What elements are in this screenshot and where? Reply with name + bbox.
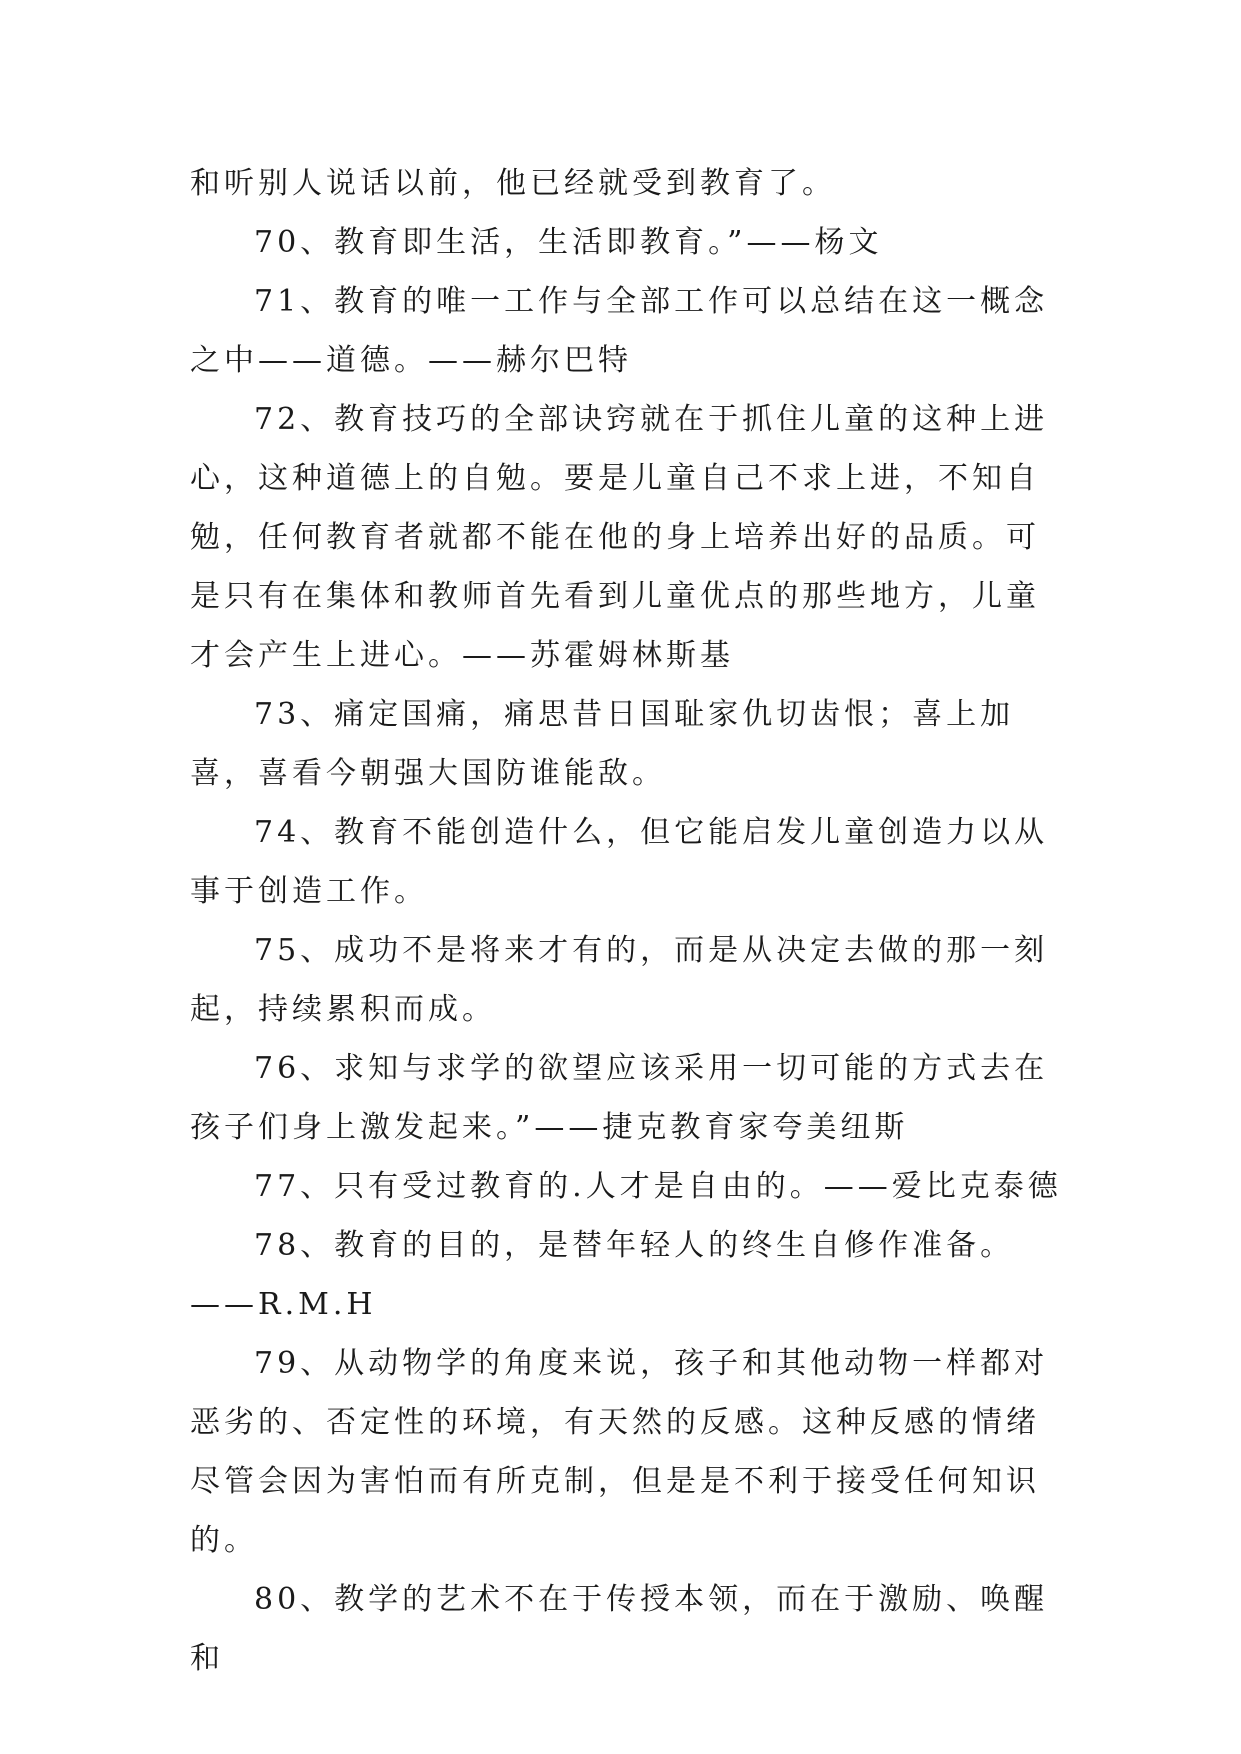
- quote-72: 72、教育技巧的全部诀窍就在于抓住儿童的这种上进心，这种道德上的自勉。要是儿童自己不求上进，不知自勉，任何教育者就都不能在他的身上培养出好的品质。可是只有在集体和教师首先看到儿童优点的那些地方，儿童才会产生上进心。——苏霍姆林斯基: [190, 402, 1049, 673]
- quote-78: 78、教育的目的，是替年轻人的终生自修作准备。——R.M.H: [190, 1228, 1015, 1322]
- quote-75: 75、成功不是将来才有的，而是从决定去做的那一刻起，持续累积而成。: [190, 933, 1049, 1027]
- quote-79: 79、从动物学的角度来说，孩子和其他动物一样都对恶劣的、否定性的环境，有天然的反感。这种反感的情绪尽管会因为害怕而有所克制，但是是不利于接受任何知识的。: [190, 1346, 1049, 1558]
- quote-76: 76、求知与求学的欲望应该采用一切可能的方式去在孩子们身上激发起来。”——捷克教育家夸美纽斯: [190, 1051, 1049, 1145]
- quote-74: 74、教育不能创造什么，但它能启发儿童创造力以从事于创造工作。: [190, 815, 1049, 909]
- quote-71: 71、教育的唯一工作与全部工作可以总结在这一概念之中——道德。——赫尔巴特: [190, 284, 1049, 378]
- quote-77: 77、只有受过教育的.人才是自由的。——爱比克泰德: [254, 1169, 1062, 1204]
- quote-70: 70、教育即生活，生活即教育。”——杨文: [254, 225, 883, 260]
- quote-80: 80、教学的艺术不在于传授本领，而在于激励、唤醒和: [190, 1582, 1049, 1676]
- body-text: [190, 154, 1070, 1688]
- paragraph-continuation: 和听别人说话以前，他已经就受到教育了。: [190, 166, 836, 201]
- quote-73: 73、痛定国痛，痛思昔日国耻家仇切齿恨；喜上加喜，喜看今朝强大国防谁能敌。: [190, 697, 1015, 791]
